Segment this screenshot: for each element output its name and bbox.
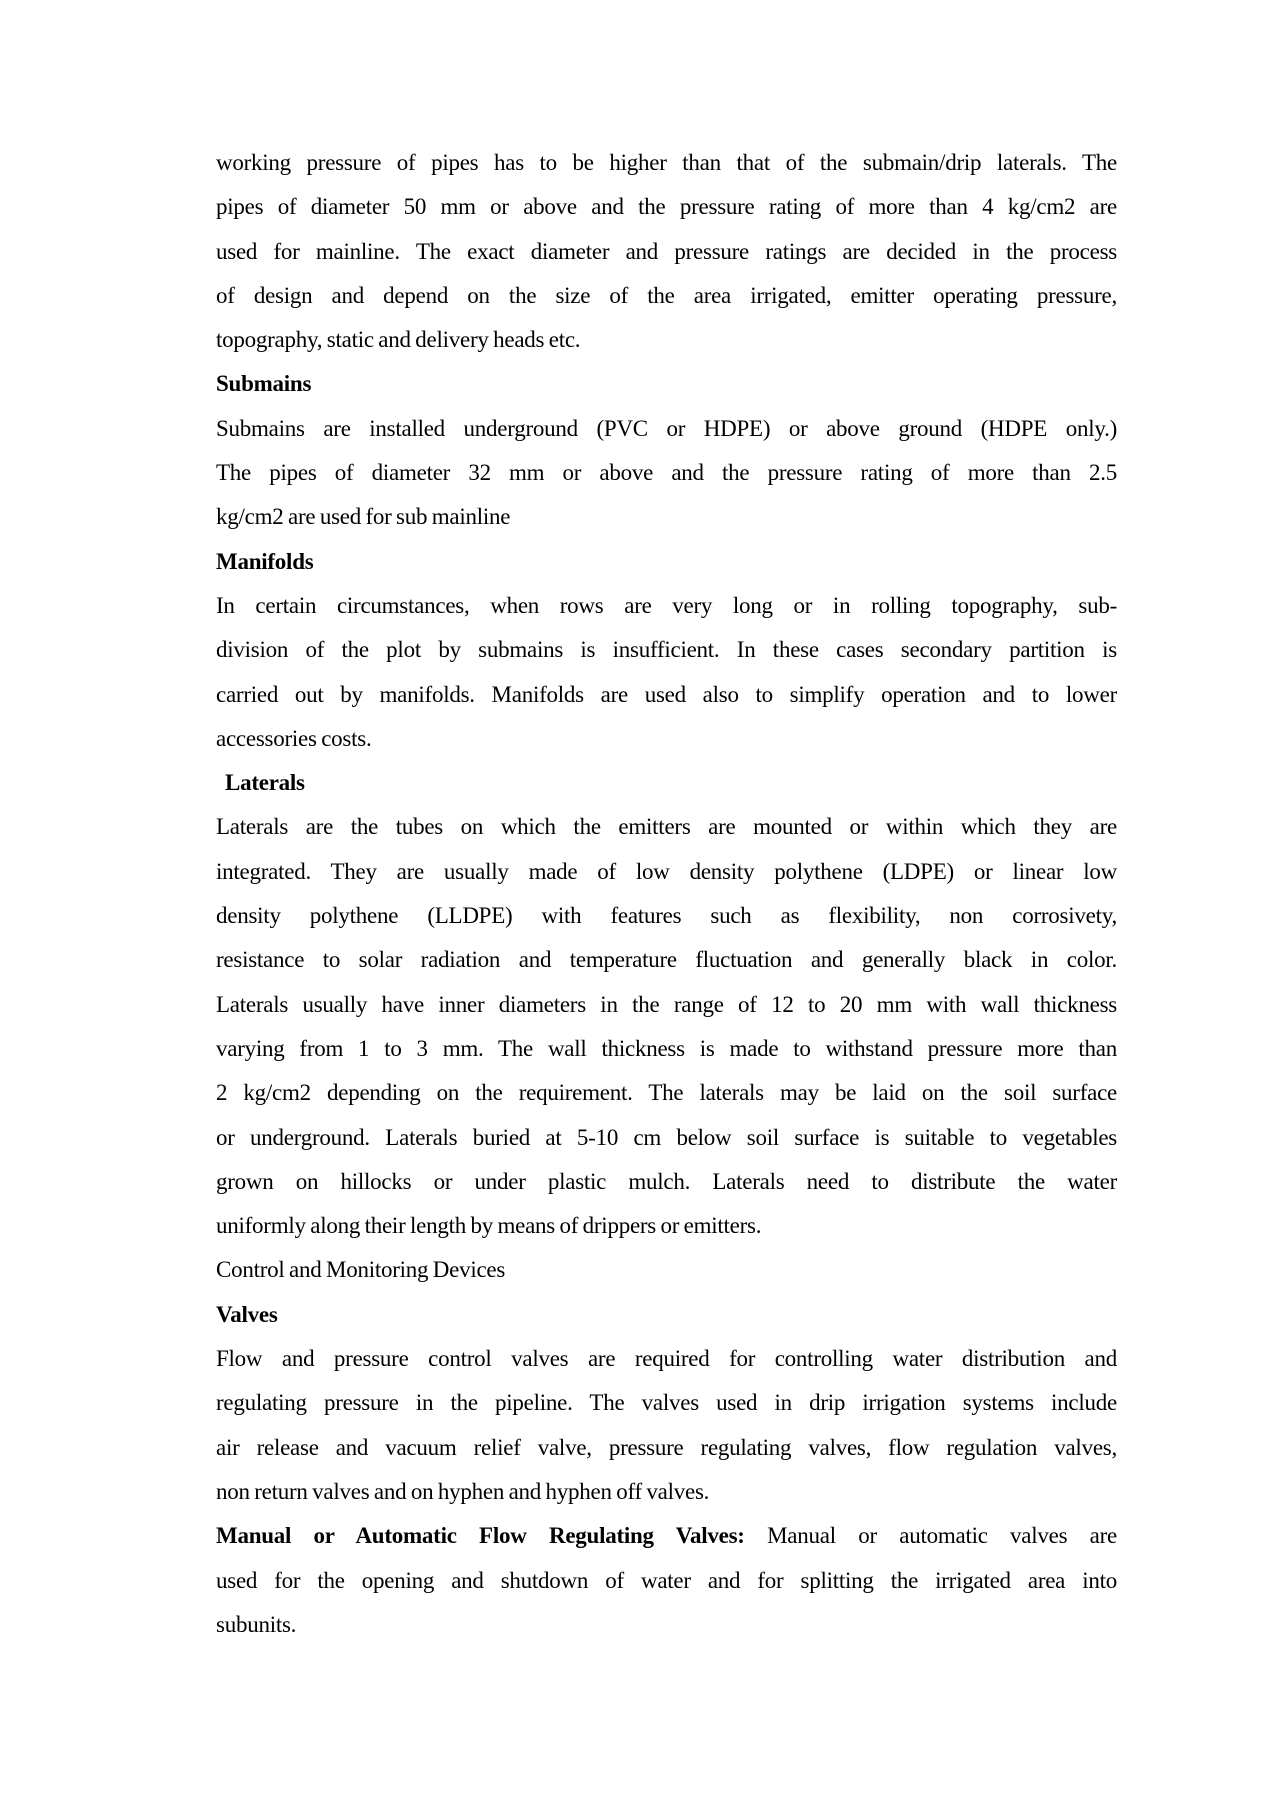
paragraph-laterals-line-7: 2 kg/cm2 depending on the requirement. The laterals may be laid on the soil surface xyxy=(216,1080,1117,1106)
paragraph-flow-regulating-valves-line-2: used for the opening and shutdown of water and for splitting the irrigated area into xyxy=(216,1567,1117,1593)
paragraph-submains-line-1: Submains are installed underground (PVC or HDPE) or above ground (HDPE only.) xyxy=(216,415,1117,441)
paragraph-laterals-line-2: integrated. They are usually made of low density polythene (LDPE) or linear low xyxy=(216,858,1117,884)
paragraph-manifolds-line-1: In certain circumstances, when rows are very long or in rolling topography, sub- xyxy=(216,592,1117,618)
paragraph-laterals-line-6: varying from 1 to 3 mm. The wall thickness is made to withstand pressure more than xyxy=(216,1035,1117,1061)
paragraph-flow-regulating-valves-line-3: subunits. xyxy=(216,1611,297,1637)
paragraph-submains-line-2: The pipes of diameter 32 mm or above and the pressure rating of more than 2.5 xyxy=(216,460,1117,486)
section-heading-laterals: Laterals xyxy=(225,770,305,796)
paragraph-valves-line-3: air release and vacuum relief valve, pressure regulating valves, flow regulation valves, xyxy=(216,1434,1117,1460)
section-heading-submains: Submains xyxy=(216,371,312,397)
paragraph-mainline-line-4: of design and depend on the size of the area irrigated, emitter operating pressure, xyxy=(216,282,1117,308)
paragraph-manifolds-line-3: carried out by manifolds. Manifolds are used also to simplify operation and to lower xyxy=(216,681,1117,707)
flow-regulating-valves-lead-text: Manual or automatic valves are xyxy=(744,1523,1117,1549)
flow-regulating-valves-bold-label: Manual or Automatic Flow Regulating Valves: xyxy=(216,1523,745,1549)
paragraph-manifolds-line-2: division of the plot by submains is insufficient. In these cases secondary partition is xyxy=(216,637,1117,663)
paragraph-laterals-line-8: or underground. Laterals buried at 5-10 cm below soil surface is suitable to vegetables xyxy=(216,1124,1117,1150)
paragraph-laterals-line-10: uniformly along their length by means of drippers or emitters. xyxy=(216,1213,762,1239)
paragraph-valves-line-4: non return valves and on hyphen and hyphen off valves. xyxy=(216,1478,710,1504)
paragraph-laterals-line-4: resistance to solar radiation and temperature fluctuation and generally black in color. xyxy=(216,947,1117,973)
paragraph-mainline-line-3: used for mainline. The exact diameter and pressure ratings are decided in the process xyxy=(216,238,1117,264)
paragraph-laterals-line-1: Laterals are the tubes on which the emitters are mounted or within which they are xyxy=(216,814,1117,840)
paragraph-laterals-line-9: grown on hillocks or under plastic mulch. Laterals need to distribute the water xyxy=(216,1168,1117,1194)
paragraph-manifolds-line-4: accessories costs. xyxy=(216,725,372,751)
paragraph-flow-regulating-valves-line-1 xyxy=(216,1514,1117,1558)
paragraph-laterals-line-5: Laterals usually have inner diameters in the range of 12 to 20 mm with wall thickness xyxy=(216,991,1117,1017)
section-heading-valves: Valves xyxy=(216,1301,278,1327)
paragraph-submains-line-3: kg/cm2 are used for sub mainline xyxy=(216,504,511,530)
paragraph-laterals-line-3: density polythene (LLDPE) with features such as flexibility, non corrosivety, xyxy=(216,903,1117,929)
subsection-title-control-monitoring-devices: Control and Monitoring Devices xyxy=(216,1257,506,1283)
paragraph-valves-line-2: regulating pressure in the pipeline. The valves used in drip irrigation systems include xyxy=(216,1390,1117,1416)
section-heading-manifolds: Manifolds xyxy=(216,548,314,574)
paragraph-mainline-line-5: topography, static and delivery heads etc. xyxy=(216,327,581,353)
paragraph-mainline-line-2: pipes of diameter 50 mm or above and the pressure rating of more than 4 kg/cm2 are xyxy=(216,194,1117,220)
paragraph-mainline-line-1: working pressure of pipes has to be higher than that of the submain/drip laterals. The xyxy=(216,150,1117,175)
paragraph-valves-line-1: Flow and pressure control valves are required for controlling water distribution and xyxy=(216,1346,1117,1372)
